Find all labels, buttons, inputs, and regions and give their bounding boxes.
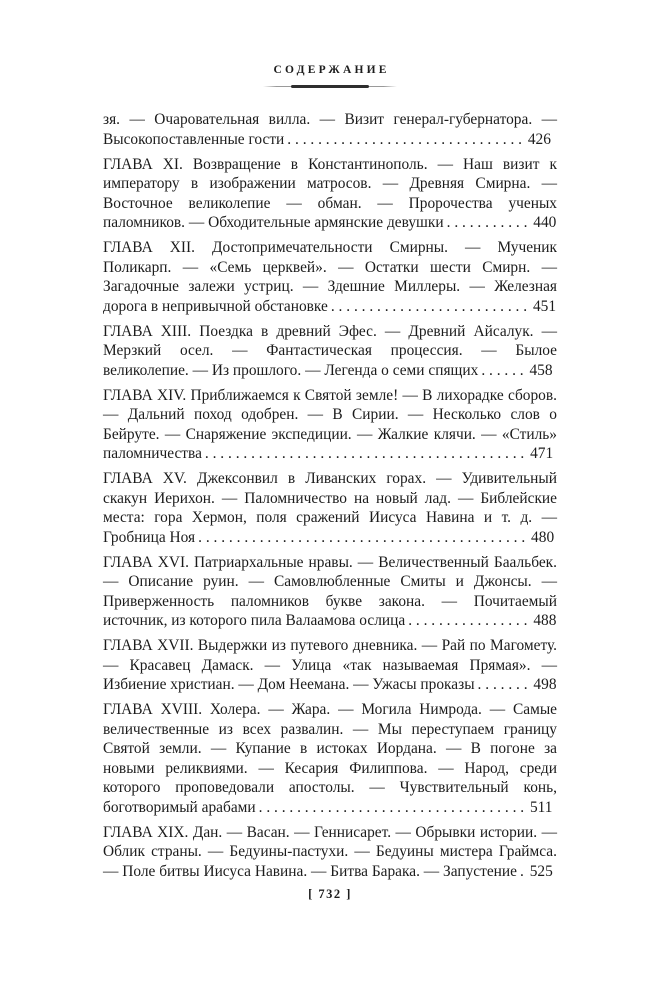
toc-entry [103,155,557,233]
toc-entry [103,553,557,631]
toc-entry [103,469,557,547]
toc-entry-text: ГЛАВА XIII. Поездка в древний Эфес. — Древний Айсалук. — Мерзкий осел. — Фантастическая процессия. — Былое великолепие. — Из прошлого. — Легенда о семи спящих [103,322,557,379]
toc-page-number: 458 [529,361,553,379]
toc-page-number: 511 [529,798,553,816]
toc-dots: . . . . . . [481,361,528,379]
toc-entry-text: зя. — Очаровательная вилла. — Визит генерал-губернатора. — Высокопоставленные гости [103,111,557,148]
toc-entry-text: ГЛАВА XIV. Приближаемся к Святой земле! — В лихорадке сборов. — Дальний поход одобрен. — В Сирии. — Несколько слов о Бейруте. — Снаряжение экспедиции. — Жалкие клячи. — «Стиль» паломничества [103,386,557,462]
toc-entry-text: ГЛАВА XII. Достопримечательности Смирны. — Мученик Поликарп. — «Семь церквей». — Остатки шести Смирн. — Загадочные залежи устриц. — Здешние Миллеры. — Железная дорога в непривычной обстановке [103,239,557,315]
toc-dots: . . . . . . . . . . . . . . . . . . . . . . . . . . [330,297,531,315]
toc-page-number: 440 [533,214,557,231]
toc-page-number: 525 [529,862,553,880]
toc-page-number: 451 [532,297,557,315]
table-of-contents [103,110,557,881]
toc-dots: . . . . . . . . . . . . . . . . . . . . . . . . . . . . . . . . . . . [258,798,528,816]
toc-dots: . [519,862,528,880]
toc-entry-text: ГЛАВА XVIII. Холера. — Жара. — Могила Нимрода. — Самые величественные из всех развалин. — Мы переступаем границу Святой земли. — Купание в истоках Иордана. — В погоне за новыми реликвиями. — Кесария Филиппова. — Народ, среди которого проповедовали апостолы. — Чувствительный конь, боготворимый арабами [103,701,557,816]
toc-entry-text: ГЛАВА XVII. Выдержки из путевого дневника. — Рай по Магомету. — Красавец Дамаск. — Улица «так называемая Прямая». — Избиение христиан. — Дом Неемана. — Ужасы проказы [103,637,557,693]
toc-entry-text: ГЛАВА XI. Возвращение в Константинополь. — Наш визит к императору в изображении матросов. — Древняя Смирна. — Восточное великолепие — обман. — Пророчества ученых паломников. — Обходительные армянские девушки [103,155,557,231]
toc-entry [103,823,557,882]
toc-entry-text: ГЛАВА XVI. Патриархальные нравы. — Величественный Баальбек. — Описание руин. — Самовлюбленные Смиты и Джонсы. — Приверженность паломников букве закона. — Почитаемый источник, из которого пила Валаамова ослица [103,553,557,629]
toc-page-number: 426 [527,130,551,148]
toc-dots: . . . . . . . . . . . . . . . . . . . . . . . . . . . . . . . . . . . . . . . . . . . [198,528,530,546]
toc-dots: . . . . . . . [477,676,532,693]
toc-page-number: 480 [531,528,555,546]
toc-dots: . . . . . . . . . . . [446,214,532,231]
toc-entry [103,110,557,149]
toc-entry [103,700,557,817]
toc-dots: . . . . . . . . . . . . . . . . . . . . . . . . . . . . . . . . . . . . . . . . . . [204,445,529,462]
footer-page-number: [ 732 ] [308,887,352,901]
toc-page-number: 488 [533,612,557,629]
toc-dots: . . . . . . . . . . . . . . . . . . . . . . . . . . . . . . . [287,130,526,148]
header-divider-ornament [263,85,397,88]
toc-page-number: 498 [533,676,557,693]
toc-entry-text: ГЛАВА XIX. Дан. — Васан. — Геннисарет. — Обрывки истории. — Облик страны. — Бедуины-пастухи. — Бедуины мистера Граймса. — Поле битвы Иисуса Навина. — Битва Барака. — Запустение [103,823,557,880]
toc-entry [103,322,557,381]
toc-entry-text: ГЛАВА XV. Джексонвил в Ливанских горах. — Удивительный скакун Иерихон. — Паломничество на новый лад. — Библейские места: гора Хермон, поля сражений Иисуса Навина и т. д. — Гробница Ноя [103,470,557,546]
toc-page-number: 471 [530,445,554,462]
toc-entry [103,238,557,316]
toc-entry [103,386,557,464]
page-title: СОДЕРЖАНИЕ [273,64,390,76]
toc-entry [103,636,557,695]
toc-dots: . . . . . . . . . . . . . . . . [408,612,532,629]
